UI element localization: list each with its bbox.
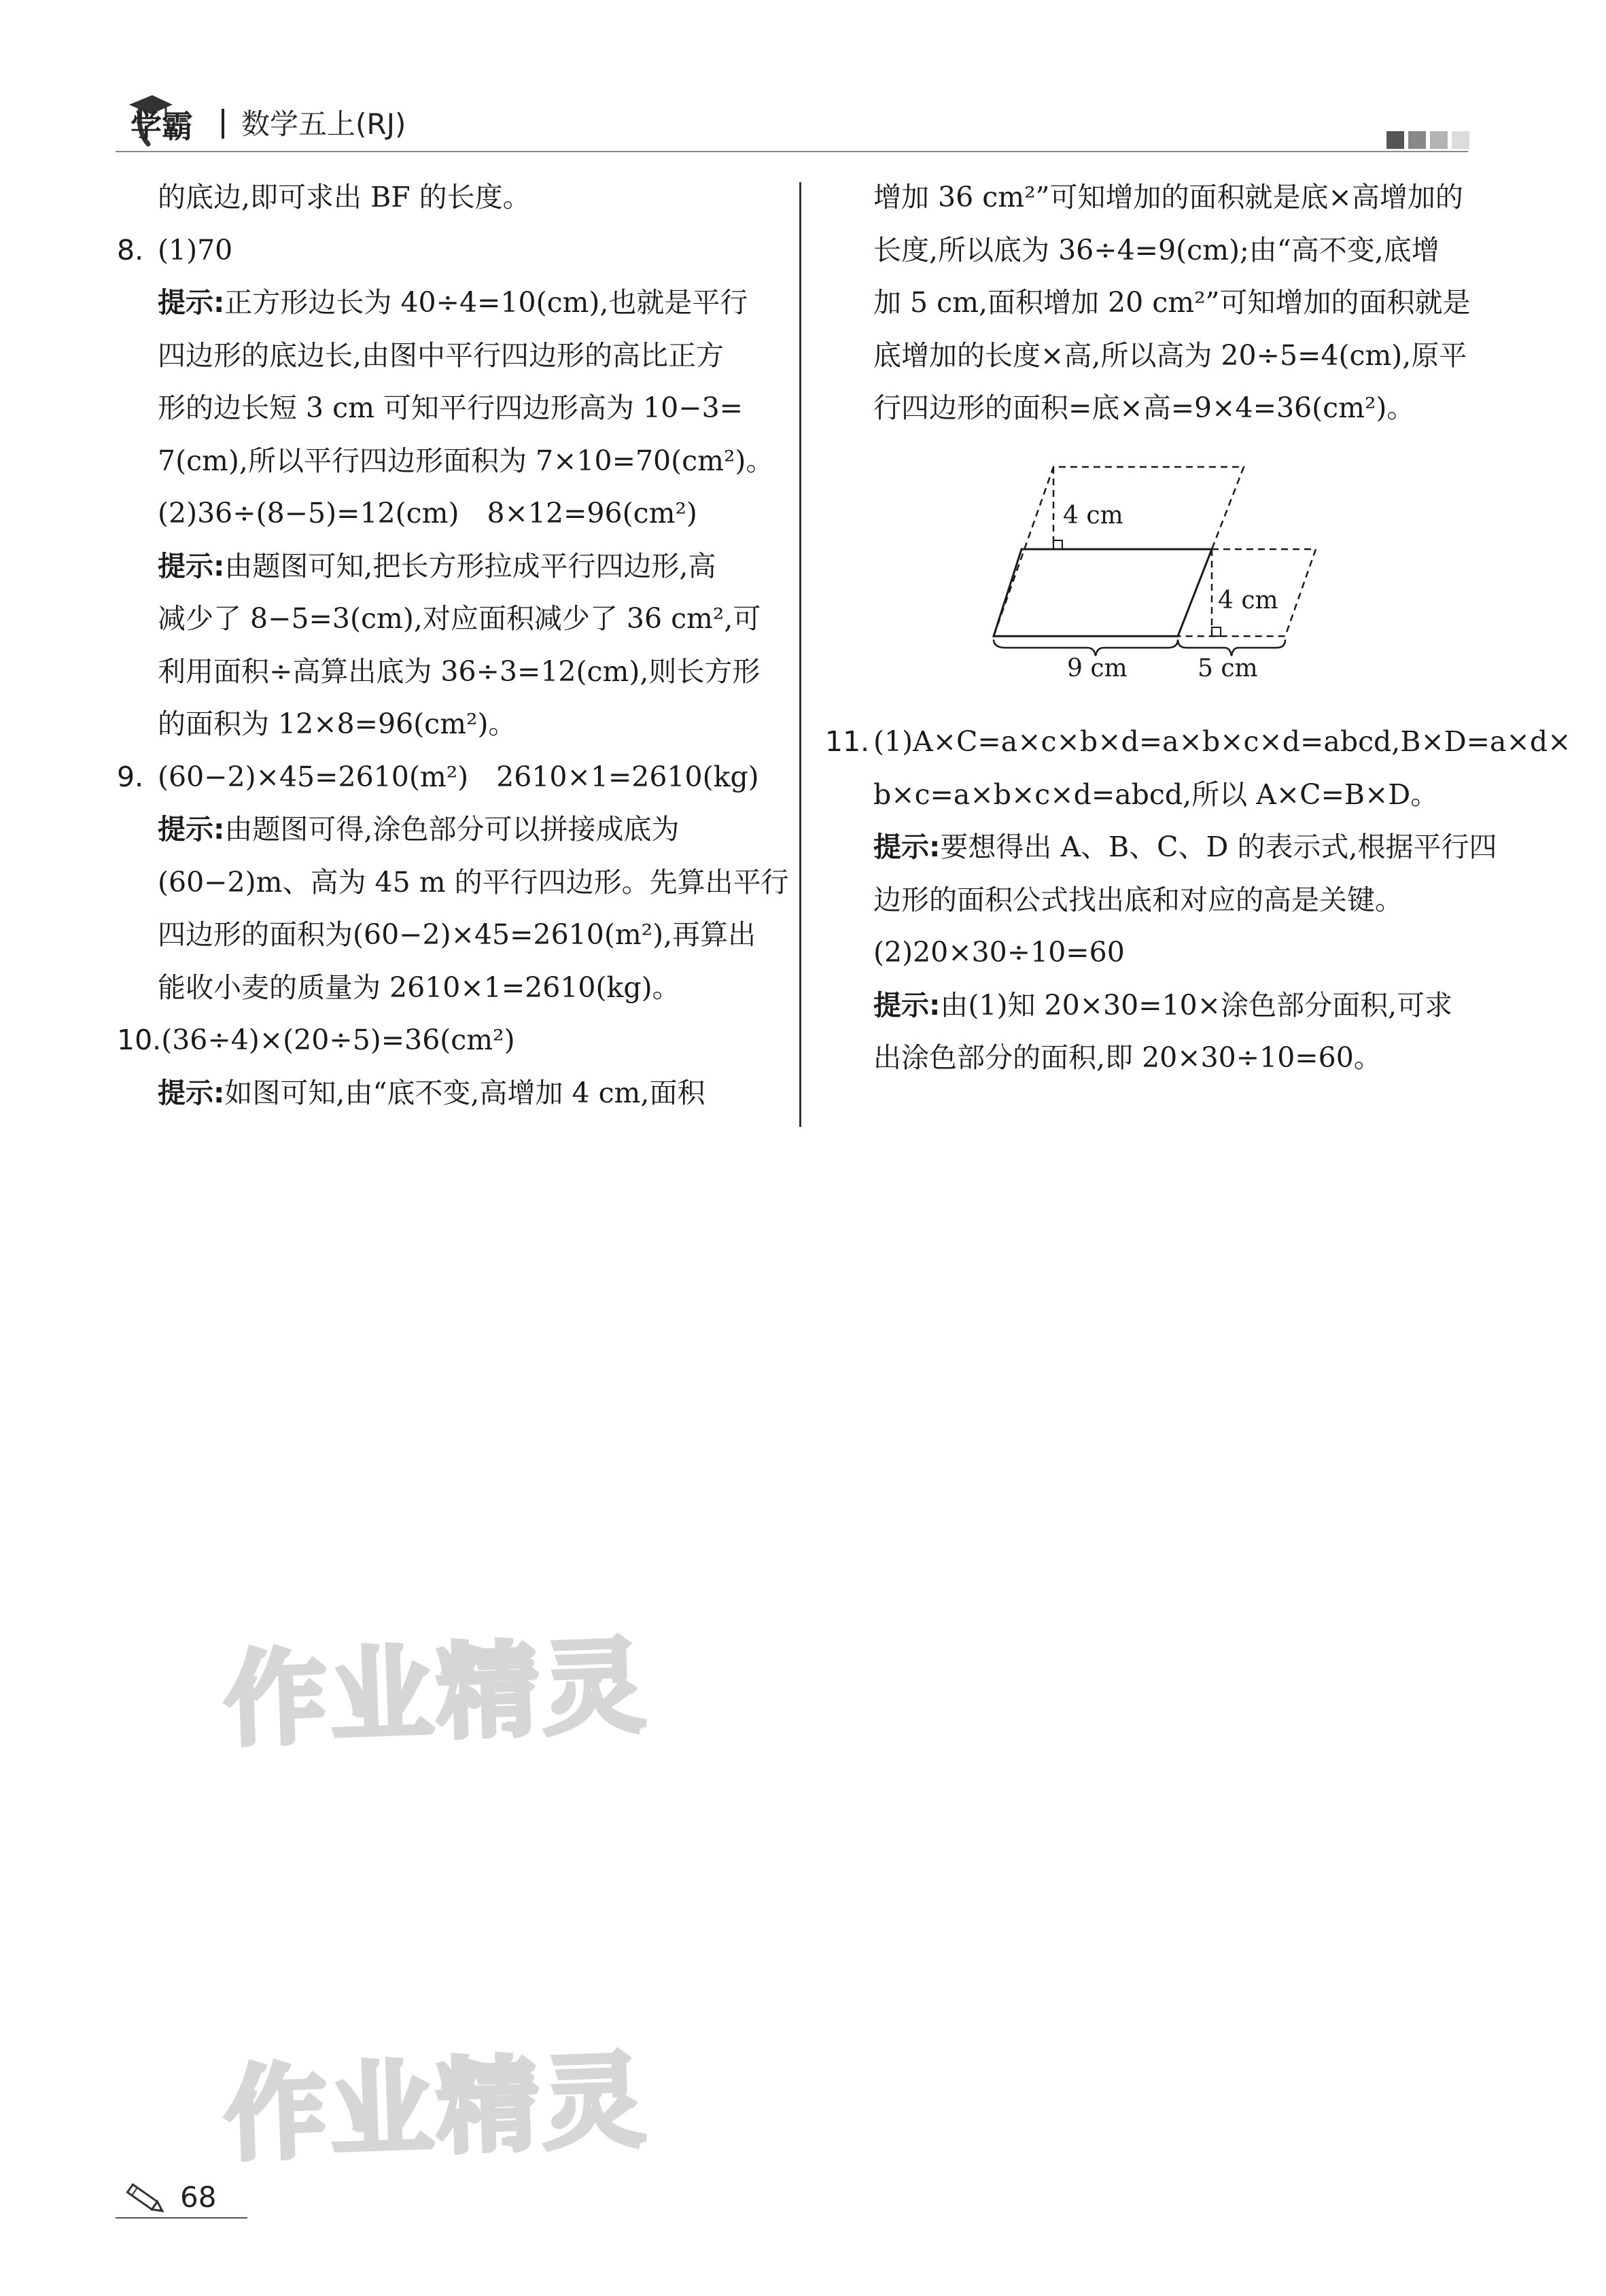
text-line: 长度,所以底为 36÷4=9(cm);由“高不变,底增 — [873, 233, 1439, 266]
question-number: 11. — [825, 725, 870, 758]
pencil-icon — [121, 2180, 169, 2221]
answer-text: (1)A×C=a×c×b×d=a×b×c×d=abcd,B×D=a×d× — [873, 725, 1571, 758]
hint-text: 如图可知,由“底不变,高增加 4 cm,面积 — [224, 1076, 705, 1109]
page-number: 68 — [180, 2180, 217, 2214]
brand-logo-text: 学霸 — [130, 108, 193, 145]
text-line: 减少了 8−5=3(cm),对应面积减少了 36 cm²,可 — [158, 602, 761, 635]
hint-line — [158, 547, 716, 585]
footer-rule — [116, 2217, 247, 2219]
answer-text: (1)70 — [158, 233, 233, 266]
label-height-right: 4 cm — [1218, 587, 1278, 614]
text-line: 能收小麦的质量为 2610×1=2610(kg)。 — [158, 971, 680, 1004]
text-line: 底增加的长度×高,所以高为 20÷5=4(cm),原平 — [873, 338, 1467, 372]
book-title: 数学五上(RJ) — [241, 107, 406, 141]
header-square-1 — [1386, 131, 1404, 149]
header-square-3 — [1430, 131, 1448, 149]
text-line: b×c=a×b×c×d=abcd,所以 A×C=B×D。 — [873, 778, 1439, 811]
watermark: 作业精灵 — [222, 2042, 651, 2175]
original-parallelogram — [994, 549, 1212, 636]
hint-label: 提示: — [158, 813, 225, 846]
column-divider — [799, 182, 801, 1127]
text-line: (2)36÷(8−5)=12(cm) 8×12=96(cm²) — [158, 497, 697, 529]
hint-line — [158, 810, 679, 848]
hint-text: 由(1)知 20×30=10×涂色部分面积,可求 — [940, 988, 1453, 1022]
hint-line — [158, 283, 748, 321]
answer-text: (60−2)×45=2610(m²) 2610×1=2610(kg) — [158, 760, 759, 793]
text-line: 加 5 cm,面积增加 20 cm²”可知增加的面积就是 — [873, 286, 1471, 319]
label-height-top: 4 cm — [1063, 502, 1123, 529]
label-base-right: 5 cm — [1198, 655, 1258, 682]
parallelogram-figure — [979, 459, 1332, 693]
header-separator — [222, 109, 224, 139]
hint-label: 提示: — [158, 1076, 225, 1109]
text-line: 出涂色部分的面积,即 20×30÷10=60。 — [873, 1041, 1382, 1074]
hint-label: 提示: — [873, 831, 941, 863]
hint-label: 提示: — [873, 988, 941, 1022]
question-number: 8. — [117, 233, 144, 266]
text-line: 7(cm),所以平行四边形面积为 7×10=70(cm²)。 — [158, 444, 774, 477]
text-line: 行四边形的面积=底×高=9×4=36(cm²)。 — [873, 392, 1415, 424]
hint-label: 提示: — [158, 286, 225, 319]
height-extension-outline — [994, 467, 1244, 636]
hint-text: 由题图可知,把长方形拉成平行四边形,高 — [224, 549, 716, 582]
watermark: 作业精灵 — [222, 1627, 651, 1760]
hint-text: 由题图可得,涂色部分可以拼接成底为 — [224, 813, 680, 846]
header-square-2 — [1408, 131, 1426, 149]
text-line: 增加 36 cm²”可知增加的面积就是底×高增加的 — [873, 181, 1463, 213]
question-line — [117, 758, 759, 796]
text-line: 利用面积÷高算出底为 36÷3=12(cm),则长方形 — [158, 655, 761, 688]
text-line: (60−2)m、高为 45 m 的平行四边形。先算出平行 — [158, 865, 789, 899]
header-rule — [116, 151, 1468, 152]
question-line — [825, 723, 1571, 761]
question-line — [117, 1021, 515, 1059]
hint-line — [873, 828, 1497, 866]
hint-text: 要想得出 A、B、C、D 的表示式,根据平行四 — [940, 831, 1497, 863]
text-line: 边形的面积公式找出底和对应的高是关键。 — [873, 883, 1403, 916]
answer-text: (36÷4)×(20÷5)=36(cm²) — [161, 1024, 515, 1056]
text-line: 形的边长短 3 cm 可知平行四边形高为 10−3= — [158, 392, 744, 424]
text-line: 的面积为 12×8=96(cm²)。 — [158, 708, 517, 740]
text-line: (2)20×30÷10=60 — [873, 936, 1125, 969]
header-square-4 — [1452, 131, 1469, 149]
question-line — [117, 231, 232, 269]
label-base-left: 9 cm — [1067, 655, 1128, 682]
question-number: 9. — [117, 760, 144, 793]
text-line: 四边形的面积为(60−2)×45=2610(m²),再算出 — [158, 918, 756, 951]
text-line: 的底边,即可求出 BF 的长度。 — [158, 181, 531, 213]
hint-line — [873, 986, 1452, 1024]
hint-text: 正方形边长为 40÷4=10(cm),也就是平行 — [224, 286, 748, 319]
text-line: 四边形的底边长,由图中平行四边形的高比正方 — [158, 338, 725, 372]
hint-line — [158, 1074, 705, 1112]
question-number: 10. — [117, 1024, 162, 1056]
hint-label: 提示: — [158, 549, 225, 582]
